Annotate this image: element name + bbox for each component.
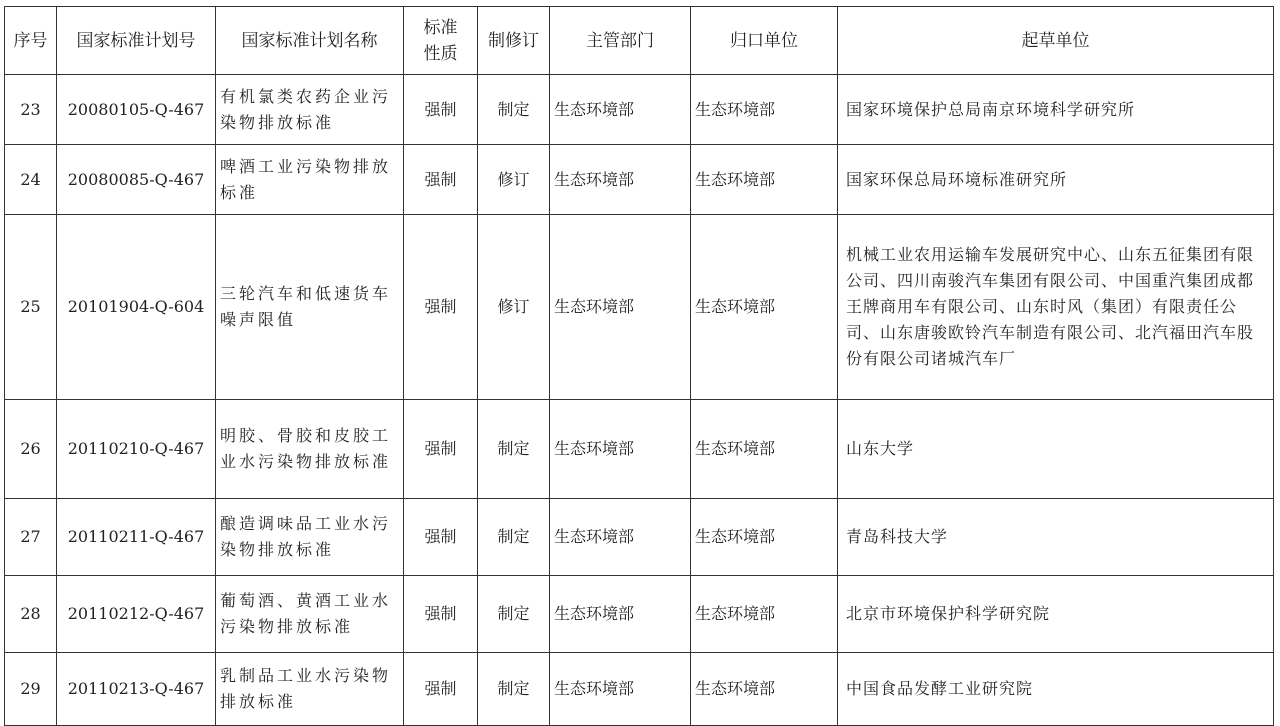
cell-drafting-unit: 北京市环境保护科学研究院: [838, 576, 1274, 653]
cell-plan-number: 20110210-Q-467: [57, 400, 216, 499]
cell-plan-name: 明胶、骨胶和皮胶工业水污染物排放标准: [216, 400, 404, 499]
header-plan-name: 国家标准计划名称: [216, 7, 404, 75]
standards-table: [4, 6, 1274, 726]
cell-responsible-unit: 生态环境部: [691, 499, 838, 576]
cell-responsible-unit: 生态环境部: [691, 215, 838, 400]
cell-standard-nature: 强制: [404, 145, 478, 215]
table-row: [5, 145, 1274, 215]
header-responsible-unit: 归口单位: [691, 7, 838, 75]
table-row: [5, 499, 1274, 576]
header-standard-nature: [404, 7, 478, 75]
cell-revision-type: 制定: [478, 653, 550, 726]
header-competent-department: 主管部门: [550, 7, 691, 75]
table-row: [5, 653, 1274, 726]
cell-responsible-unit: 生态环境部: [691, 145, 838, 215]
cell-competent-department: 生态环境部: [550, 576, 691, 653]
cell-serial-no: 26: [5, 400, 57, 499]
cell-plan-name: 三轮汽车和低速货车 噪声限值: [216, 215, 404, 400]
cell-competent-department: 生态环境部: [550, 400, 691, 499]
cell-drafting-unit: 青岛科技大学: [838, 499, 1274, 576]
header-revision-type: 制修订: [478, 7, 550, 75]
cell-serial-no: 29: [5, 653, 57, 726]
header-row: [5, 7, 1274, 75]
cell-plan-name: 酿造调味品工业水污染物排放标准: [216, 499, 404, 576]
header-standard-nature-text: 标准 性质: [423, 17, 458, 64]
cell-plan-number: 20110211-Q-467: [57, 499, 216, 576]
header-serial-no: 序号: [5, 7, 57, 75]
cell-plan-name: 乳制品工业水污染物排放标准: [216, 653, 404, 726]
cell-plan-name: 啤酒工业污染物排放标准: [216, 145, 404, 215]
cell-competent-department: 生态环境部: [550, 215, 691, 400]
cell-serial-no: 28: [5, 576, 57, 653]
cell-drafting-unit: 国家环境保护总局南京环境科学研究所: [838, 75, 1274, 145]
cell-drafting-unit: 山东大学: [838, 400, 1274, 499]
cell-revision-type: 制定: [478, 400, 550, 499]
cell-plan-number: 20110213-Q-467: [57, 653, 216, 726]
header-plan-number: 国家标准计划号: [57, 7, 216, 75]
cell-standard-nature: 强制: [404, 75, 478, 145]
cell-competent-department: 生态环境部: [550, 653, 691, 726]
cell-plan-number: 20110212-Q-467: [57, 576, 216, 653]
cell-revision-type: 修订: [478, 145, 550, 215]
cell-competent-department: 生态环境部: [550, 75, 691, 145]
cell-serial-no: 27: [5, 499, 57, 576]
cell-standard-nature: 强制: [404, 499, 478, 576]
cell-responsible-unit: 生态环境部: [691, 653, 838, 726]
cell-responsible-unit: 生态环境部: [691, 75, 838, 145]
table-row: [5, 576, 1274, 653]
cell-standard-nature: 强制: [404, 576, 478, 653]
cell-responsible-unit: 生态环境部: [691, 400, 838, 499]
cell-revision-type: 制定: [478, 576, 550, 653]
cell-competent-department: 生态环境部: [550, 145, 691, 215]
table-row: [5, 400, 1274, 499]
table-row: [5, 215, 1274, 400]
cell-serial-no: 23: [5, 75, 57, 145]
cell-serial-no: 24: [5, 145, 57, 215]
cell-drafting-unit: 机械工业农用运输车发展研究中心、山东五征集团有限公司、四川南骏汽车集团有限公司、中国重汽集团成都王牌商用车有限公司、山东时风（集团）有限责任公司、山东唐骏欧铃汽车制造有限公司、北汽福田汽车股份有限公司诸城汽车厂: [838, 215, 1274, 400]
table-row: [5, 75, 1274, 145]
cell-plan-name: 有机氯类农药企业污染物排放标准: [216, 75, 404, 145]
cell-competent-department: 生态环境部: [550, 499, 691, 576]
cell-standard-nature: 强制: [404, 215, 478, 400]
cell-revision-type: 修订: [478, 215, 550, 400]
cell-standard-nature: 强制: [404, 400, 478, 499]
cell-standard-nature: 强制: [404, 653, 478, 726]
cell-revision-type: 制定: [478, 75, 550, 145]
cell-responsible-unit: 生态环境部: [691, 576, 838, 653]
cell-plan-number: 20101904-Q-604: [57, 215, 216, 400]
cell-plan-number: 20080105-Q-467: [57, 75, 216, 145]
cell-drafting-unit: 国家环保总局环境标准研究所: [838, 145, 1274, 215]
header-drafting-unit: 起草单位: [838, 7, 1274, 75]
cell-plan-number: 20080085-Q-467: [57, 145, 216, 215]
cell-plan-name: 葡萄酒、黄酒工业水污染物排放标准: [216, 576, 404, 653]
cell-serial-no: 25: [5, 215, 57, 400]
cell-revision-type: 制定: [478, 499, 550, 576]
cell-drafting-unit: 中国食品发酵工业研究院: [838, 653, 1274, 726]
standards-table-sheet: [4, 6, 1274, 726]
